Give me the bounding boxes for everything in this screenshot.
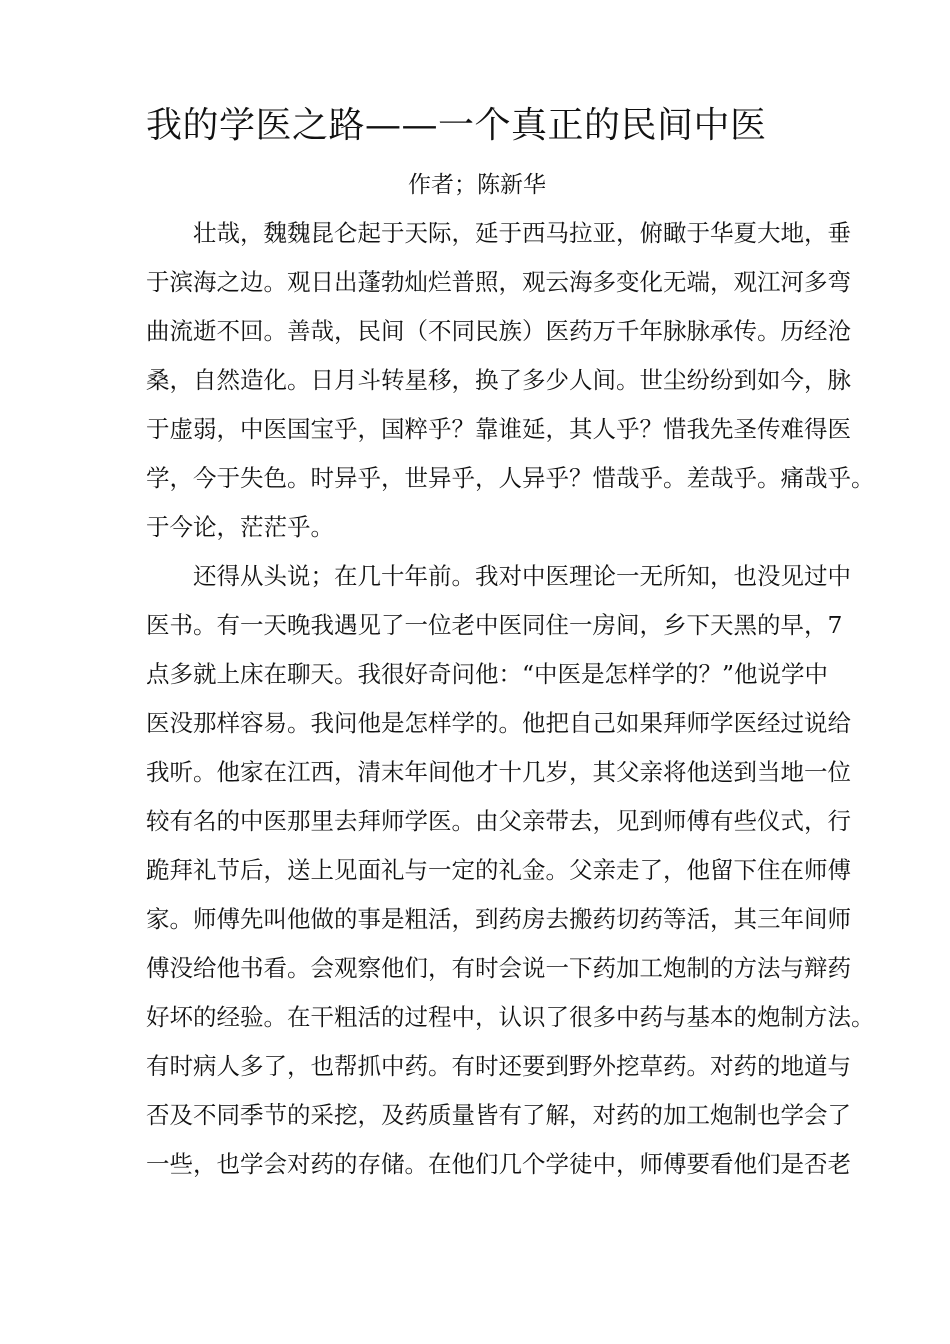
document-body [146, 209, 875, 1189]
text-line: 点多就上床在聊天。我很好奇问他：“中医是怎样学的？”他说学中 [146, 660, 829, 688]
document-title: 我的学医之路——一个真正的民间中医 [146, 105, 767, 146]
text-line: 否及不同季节的采挖，及药质量皆有了解，对药的加工炮制也学会了 [146, 1101, 851, 1129]
text-line: 于滨海之边。观日出蓬勃灿烂普照，观云海多变化无端，观江河多弯 [146, 268, 851, 296]
text-line: 还得从头说；在几十年前。我对中医理论一无所知，也没见过中 [193, 562, 851, 590]
text-line: 有时病人多了，也帮抓中药。有时还要到野外挖草药。对药的地道与 [146, 1052, 851, 1080]
text-line: 于虚弱，中医国宝乎，国粹乎？靠谁延，其人乎？惜我先圣传难得医 [146, 415, 851, 443]
text-line: 一些，也学会对药的存储。在他们几个学徒中，师傅要看他们是否老 [146, 1150, 851, 1178]
text-line: 医书。有一天晚我遇见了一位老中医同住一房间，乡下天黑的早，7 [146, 611, 843, 639]
paragraph-1 [146, 209, 875, 552]
text-line: 于今论，茫茫乎。 [146, 513, 334, 541]
text-line: 跪拜礼节后，送上见面礼与一定的礼金。父亲走了，他留下住在师傅 [146, 856, 851, 884]
text-line: 家。师傅先叫他做的事是粗活，到药房去搬药切药等活，其三年间师 [146, 905, 851, 933]
paragraph-2 [146, 552, 875, 1189]
text-line: 医没那样容易。我问他是怎样学的。他把自己如果拜师学医经过说给 [146, 709, 851, 737]
text-line: 我听。他家在江西，清末年间他才十几岁，其父亲将他送到当地一位 [146, 758, 851, 786]
text-line: 傅没给他书看。会观察他们，有时会说一下药加工炮制的方法与辩药 [146, 954, 851, 982]
text-line: 较有名的中医那里去拜师学医。由父亲带去，见到师傅有些仪式，行 [146, 807, 851, 835]
author-line: 作者；陈新华 [408, 172, 546, 198]
text-line: 好坏的经验。在干粗活的过程中，认识了很多中药与基本的炮制方法。 [146, 1003, 875, 1031]
text-line: 曲流逝不回。善哉，民间（不同民族）医药万千年脉脉承传。历经沧 [146, 317, 851, 345]
text-line: 学，今于失色。时异乎，世异乎，人异乎？惜哉乎。差哉乎。痛哉乎。 [146, 464, 875, 492]
text-line: 壮哉，魏魏昆仑起于天际，延于西马拉亚，俯瞰于华夏大地，垂 [193, 219, 851, 247]
text-line: 桑，自然造化。日月斗转星移，换了多少人间。世尘纷纷到如今，脉 [146, 366, 851, 394]
